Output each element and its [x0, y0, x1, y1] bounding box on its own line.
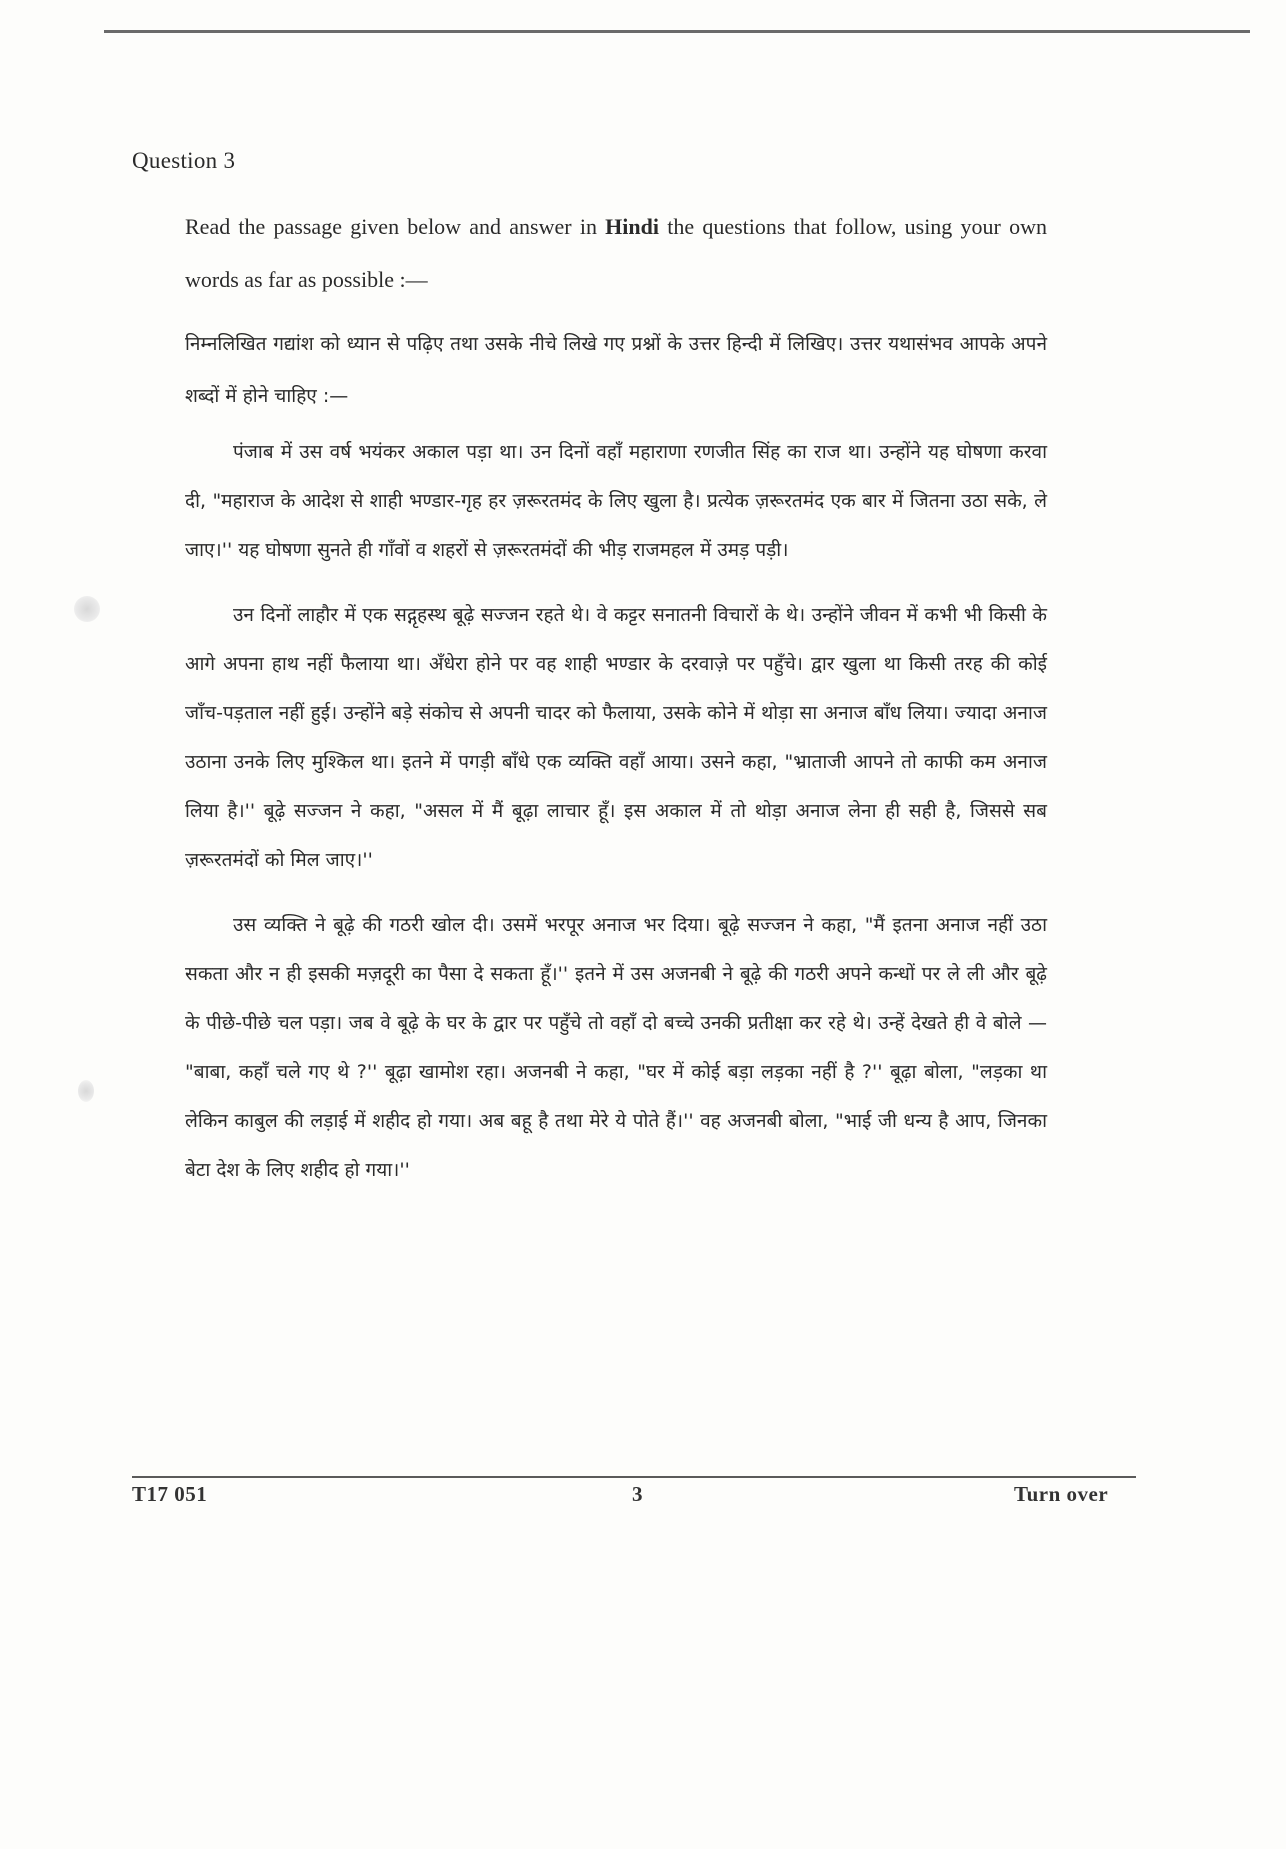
- passage: [185, 428, 1047, 1211]
- paper-code: T17 051: [132, 1482, 208, 1506]
- instructions-language-bold: Hindi: [605, 214, 659, 239]
- passage-paragraph-3: उस व्यक्ति ने बूढ़े की गठरी खोल दी। उसमें भरपूर अनाज भर दिया। बूढ़े सज्जन ने कहा, "मैं इतना अनाज नहीं उठा सकता और न ही इसकी मज़दूरी का पैसा दे सकता हूँ।'' इतने में उस अजनबी ने बूढ़े की गठरी अपने कन्धों पर ले ली और बूढ़े के पीछे-पीछे चल पड़ा। जब वे बूढ़े के घर के द्वार पर पहुँचे तो वहाँ दो बच्चे उनकी प्रतीक्षा कर रहे थे। उन्हें देखते ही वे बोले — "बाबा, कहाँ चले गए थे ?'' बूढ़ा खामोश रहा। अजनबी ने कहा, "घर में कोई बड़ा लड़का नहीं है ?'' बूढ़ा बोला, "लड़का था लेकिन काबुल की लड़ाई में शहीद हो गया। अब बहू है तथा मेरे ये पोते हैं।'' वह अजनबी बोला, "भाई जी धन्य है आप, जिनका बेटा देश के लिए शहीद हो गया।'': [185, 914, 1047, 1181]
- instructions-english: [185, 200, 1047, 306]
- footer-rule: [132, 1476, 1136, 1478]
- page-number: 3: [632, 1482, 643, 1506]
- turn-over-note: Turn over: [1014, 1482, 1109, 1506]
- instructions-text-part2: the questions that follow, using your own words as far as possible :—: [185, 214, 1047, 292]
- top-rule: [104, 30, 1250, 33]
- instructions-text-part1: Read the passage given below and answer in: [185, 214, 606, 239]
- instructions-hindi: निम्नलिखित गद्यांश को ध्यान से पढ़िए तथा उसके नीचे लिखे गए प्रश्नों के उत्तर हिन्दी में लिखिए। उत्तर यथासंभव आपके अपने शब्दों में होने चाहिए :—: [185, 333, 1047, 407]
- passage-paragraph-2: उन दिनों लाहौर में एक सद्गृहस्थ बूढ़े सज्जन रहते थे। वे कट्टर सनातनी विचारों के थे। उन्होंने जीवन में कभी भी किसी के आगे अपना हाथ नहीं फैलाया था। अँधेरा होने पर वह शाही भण्डार के दरवाज़े पर पहुँचे। द्वार खुला था किसी तरह की कोई जाँच-पड़ताल नहीं हुई। उन्होंने बड़े संकोच से अपनी चादर को फैलाया, उसके कोने में थोड़ा सा अनाज बाँध लिया। ज्यादा अनाज उठाना उनके लिए मुश्किल था। इतने में पगड़ी बाँधे एक व्यक्ति वहाँ आया। उसने कहा, "भ्राताजी आपने तो काफी कम अनाज लिया है।'' बूढ़े सज्जन ने कहा, "असल में मैं बूढ़ा लाचार हूँ। इस अकाल में तो थोड़ा अनाज लेना ही सही है, जिससे सब ज़रूरतमंदों को मिल जाए।'': [185, 604, 1047, 871]
- passage-paragraph-1: पंजाब में उस वर्ष भयंकर अकाल पड़ा था। उन दिनों वहाँ महाराणा रणजीत सिंह का राज था। उन्होंने यह घोषणा करवा दी, "महाराज के आदेश से शाही भण्डार-गृह हर ज़रूरतमंद के लिए खुला है। प्रत्येक ज़रूरतमंद एक बार में जितना उठा सके, ले जाए।'' यह घोषणा सुनते ही गाँवों व शहरों से ज़रूरतमंदों की भीड़ राजमहल में उमड़ पड़ी।: [185, 441, 1047, 561]
- question-title: Question 3: [132, 148, 236, 173]
- punch-hole-mark: [78, 1080, 94, 1102]
- punch-hole-mark: [74, 596, 100, 622]
